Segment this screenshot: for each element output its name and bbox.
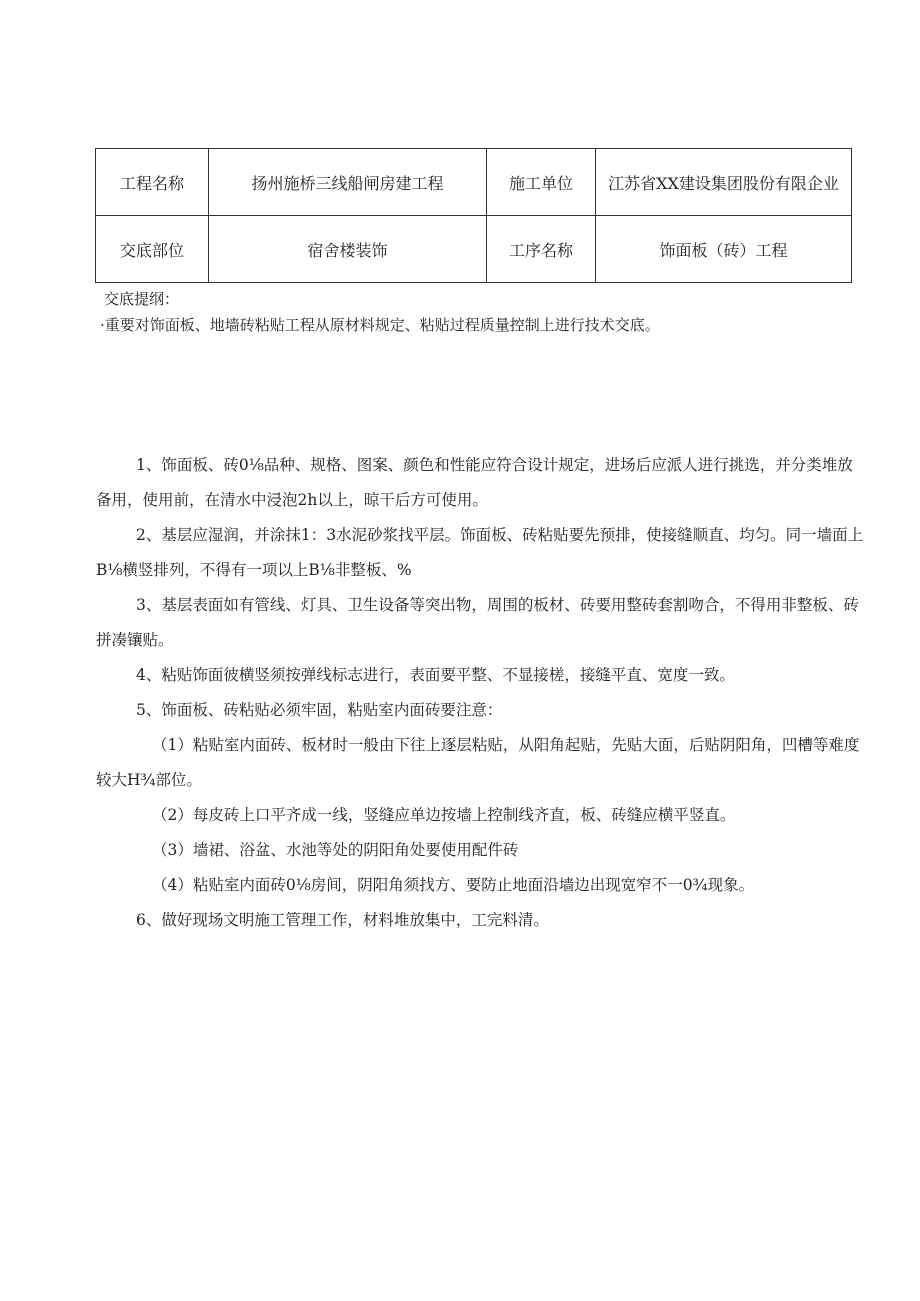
summary-label: 交底提纲：	[104, 290, 180, 308]
sub-item-3: （3）墙裙、浴盆、水池等处的阴阳角处要使用配件砖	[152, 841, 519, 859]
handover-part-value: 宿舍楼装饰	[209, 216, 487, 283]
sub-item-1: （1）粘贴室内面砖、板材时一般由下往上逐层粘贴，从阳角起贴，先贴大面，后贴阴阳角，凹槽等难度较大H¾部位。	[96, 736, 860, 789]
construction-unit-label: 施工单位	[487, 149, 596, 216]
summary-text: ·重要对饰面板、地墙砖粘贴工程从原材料规定、粘贴过程质量控制上进行技术交底。	[100, 316, 660, 334]
project-name-value: 扬州施桥三线船闸房建工程	[209, 149, 487, 216]
paragraph-6: 6、做好现场文明施工管理工作，材料堆放集中，工完料清。	[136, 911, 549, 929]
table-row	[96, 216, 852, 283]
handover-content	[96, 448, 864, 938]
handover-part-label: 交底部位	[96, 216, 209, 283]
sub-item-4: （4）粘贴室内面砖0⅛房间，阴阳角须找方、要防止地面沿墙边出现宽窄不一0¾现象。	[152, 876, 755, 894]
process-name-value: 饰面板（砖）工程	[596, 216, 852, 283]
paragraph-5: 5、饰面板、砖粘贴必须牢固，粘贴室内面砖要注意：	[136, 701, 503, 719]
project-name-label: 工程名称	[96, 149, 209, 216]
paragraph-4: 4、粘贴饰面彼横竖须按弹线标志进行，表面要平整、不显接槎，接缝平直、宽度一致。	[136, 666, 735, 684]
table-row	[96, 149, 852, 216]
sub-item-2: （2）每皮砖上口平齐成一线，竖缝应单边按墙上控制线齐直，板、砖缝应横平竖直。	[152, 806, 736, 824]
process-name-label: 工序名称	[487, 216, 596, 283]
paragraph-3: 3、基层表面如有管线、灯具、卫生设备等突出物，周围的板材、砖要用整砖套割吻合，不得用非整板、砖拼凑镶贴。	[96, 596, 859, 649]
construction-unit-value: 江苏省XX建设集团股份有限企业	[596, 149, 852, 216]
paragraph-2: 2、基层应湿润，并涂抹1：3水泥砂浆找平层。饰面板、砖粘贴要先预排，使接缝顺直、均匀。同一墙面上B⅛横竖排列，不得有一项以上B⅛非整板、%	[96, 526, 864, 579]
paragraph-1: 1、饰面板、砖0⅛品种、规格、图案、颜色和性能应符合设计规定，进场后应派人进行挑选，并分类堆放备用，使用前，在清水中浸泡2h以上，晾干后方可使用。	[96, 456, 853, 509]
project-info-table	[95, 148, 852, 283]
